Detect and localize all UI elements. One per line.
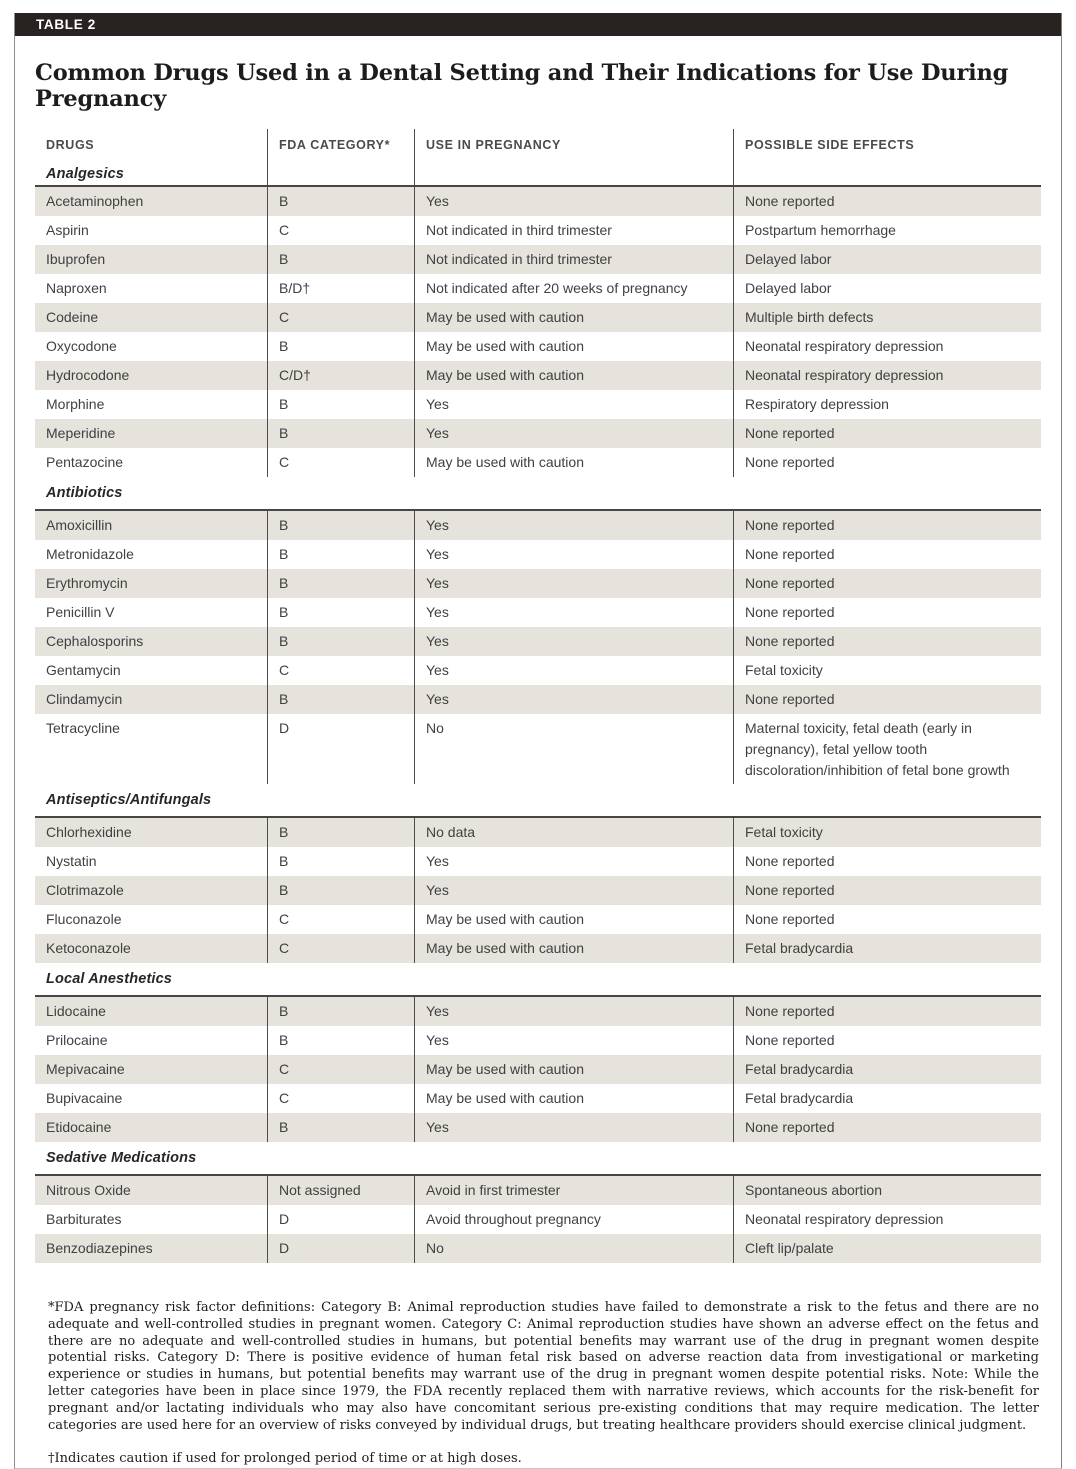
section-label-row <box>35 968 1041 989</box>
cell-use-in-pregnancy: Yes <box>414 511 733 540</box>
table-row <box>35 361 1041 390</box>
cell-drug: Etidocaine <box>46 1119 112 1135</box>
cell-side-effects: None reported <box>733 419 1040 448</box>
cell-drug: Benzodiazepines <box>46 1240 153 1256</box>
cell-use-in-pregnancy: May be used with caution <box>414 1055 733 1084</box>
table-row <box>35 569 1041 598</box>
cell-drug: Metronidazole <box>46 546 134 562</box>
cell-fda-category: B <box>267 1026 414 1055</box>
section-block <box>35 509 1041 784</box>
section-label: Analgesics <box>46 166 125 182</box>
cell-use-in-pregnancy: Not indicated in third trimester <box>414 216 733 245</box>
cell-fda-category: B <box>267 818 414 847</box>
dagger-note: †Indicates caution if used for prolonged period of time or at high doses. <box>48 1451 522 1467</box>
cell-fda-category: B <box>267 187 414 216</box>
cell-fda-category: B/D† <box>267 274 414 303</box>
table-row <box>35 216 1041 245</box>
cell-side-effects: Spontaneous abortion <box>733 1176 1040 1205</box>
cell-drug: Bupivacaine <box>46 1090 123 1106</box>
cell-side-effects: Fetal toxicity <box>733 818 1040 847</box>
cell-side-effects: None reported <box>733 598 1040 627</box>
table-row <box>35 390 1041 419</box>
section-block <box>35 816 1041 963</box>
cell-use-in-pregnancy: Yes <box>414 876 733 905</box>
cell-drug: Erythromycin <box>46 575 128 591</box>
cell-use-in-pregnancy: Yes <box>414 419 733 448</box>
cell-drug: Fluconazole <box>46 911 122 927</box>
cell-side-effects: Cleft lip/palate <box>733 1234 1040 1263</box>
cell-drug: Aspirin <box>46 222 89 238</box>
cell-use-in-pregnancy: May be used with caution <box>414 361 733 390</box>
cell-fda-category: C <box>267 303 414 332</box>
table-row <box>35 1234 1041 1263</box>
cell-fda-category: B <box>267 511 414 540</box>
cell-use-in-pregnancy: Yes <box>414 598 733 627</box>
section-label: Sedative Medications <box>46 1149 197 1166</box>
table-row <box>35 1176 1041 1205</box>
cell-side-effects: Fetal toxicity <box>733 656 1040 685</box>
table-row <box>35 511 1041 540</box>
section-label: Local Anesthetics <box>46 970 173 987</box>
table-row <box>35 627 1041 656</box>
cell-drug: Gentamycin <box>46 662 121 678</box>
table-row <box>35 187 1041 216</box>
cell-use-in-pregnancy: No <box>414 1234 733 1263</box>
first-section-label-band <box>35 163 267 185</box>
cell-side-effects: Neonatal respiratory depression <box>733 361 1040 390</box>
cell-drug: Morphine <box>46 396 105 412</box>
section-label: Antiseptics/Antifungals <box>46 791 212 808</box>
cell-drug: Pentazocine <box>46 454 124 470</box>
cell-fda-category: D <box>267 714 414 784</box>
cell-side-effects: None reported <box>733 540 1040 569</box>
cell-side-effects: Neonatal respiratory depression <box>733 1205 1040 1234</box>
cell-side-effects: Postpartum hemorrhage <box>733 216 1040 245</box>
cell-drug: Nitrous Oxide <box>46 1182 131 1198</box>
cell-use-in-pregnancy: Yes <box>414 656 733 685</box>
cell-drug: Clotrimazole <box>46 882 124 898</box>
table-row <box>35 685 1041 714</box>
cell-fda-category: B <box>267 332 414 361</box>
table-row <box>35 876 1041 905</box>
table-row <box>35 419 1041 448</box>
section-block <box>35 1174 1041 1263</box>
cell-fda-category: B <box>267 598 414 627</box>
cell-side-effects: None reported <box>733 448 1040 477</box>
cell-fda-category: C <box>267 656 414 685</box>
cell-side-effects: Respiratory depression <box>733 390 1040 419</box>
table-tag-bar <box>15 13 1061 36</box>
table-row <box>35 714 1041 784</box>
cell-use-in-pregnancy: Yes <box>414 1026 733 1055</box>
cell-fda-category: B <box>267 847 414 876</box>
header-band-spacer <box>267 163 414 185</box>
cell-side-effects: Delayed labor <box>733 274 1040 303</box>
cell-use-in-pregnancy: May be used with caution <box>414 1084 733 1113</box>
cell-side-effects: Delayed labor <box>733 245 1040 274</box>
column-header-drugs: DRUGS <box>46 138 95 152</box>
table-row <box>35 1205 1041 1234</box>
section-block <box>35 185 1041 477</box>
cell-use-in-pregnancy: May be used with caution <box>414 332 733 361</box>
cell-side-effects: None reported <box>733 1026 1040 1055</box>
cell-fda-category: B <box>267 540 414 569</box>
cell-side-effects: Multiple birth defects <box>733 303 1040 332</box>
cell-use-in-pregnancy: Avoid in first trimester <box>414 1176 733 1205</box>
cell-use-in-pregnancy: No data <box>414 818 733 847</box>
table-row <box>35 274 1041 303</box>
footnotes <box>35 1300 1041 1468</box>
cell-use-in-pregnancy: Yes <box>414 540 733 569</box>
cell-fda-category: C <box>267 1055 414 1084</box>
cell-fda-category: B <box>267 419 414 448</box>
cell-fda-category: B <box>267 390 414 419</box>
cell-drug: Naproxen <box>46 280 107 296</box>
cell-drug: Oxycodone <box>46 338 117 354</box>
cell-drug: Chlorhexidine <box>46 824 132 840</box>
cell-drug: Hydrocodone <box>46 367 130 383</box>
cell-use-in-pregnancy: Yes <box>414 685 733 714</box>
cell-side-effects: Neonatal respiratory depression <box>733 332 1040 361</box>
table-row <box>35 905 1041 934</box>
table-row <box>35 1026 1041 1055</box>
cell-side-effects: Maternal toxicity, fetal death (early in pregnancy), fetal yellow tooth discoloration/inhibition of fetal bone growth <box>733 714 1040 784</box>
cell-drug: Nystatin <box>46 853 97 869</box>
cell-use-in-pregnancy: Not indicated in third trimester <box>414 245 733 274</box>
cell-drug: Ketoconazole <box>46 940 131 956</box>
cell-use-in-pregnancy: No <box>414 714 733 784</box>
cell-drug: Penicillin V <box>46 604 115 620</box>
fda-definitions-note: *FDA pregnancy risk factor definitions: Category B: Animal reproduction studies have failed to demonstrate a risk to the fetus and there are no adequate and well-controlled studies in pregnant women. Category C: Animal reproduction studies have shown an adverse effect on the fetus and there are no adequate and well-controlled studies in humans, but potential benefits may warrant use of the drug in pregnant women despite potential risks. Category D: There is positive evidence of human fetal risk based on adverse reaction data from investigational or marketing experience or studies in humans, but potential benefits may warrant use of the drug in pregnant women despite potential risks. Note: While the letter categories have been in place since 1979, the FDA recently replaced them with narrative reviews, which accounts for the risk-benefit for pregnant and/or lactating individuals who may also have concomitant serious pre-existing conditions that may require medication. The letter categories are used here for an overview of risks conveyed by individual drugs, but treating healthcare providers should exercise clinical judgment. <box>48 1300 1039 1433</box>
table-row <box>35 656 1041 685</box>
cell-drug: Prilocaine <box>46 1032 108 1048</box>
cell-drug: Meperidine <box>46 425 116 441</box>
cell-use-in-pregnancy: Yes <box>414 847 733 876</box>
cell-use-in-pregnancy: May be used with caution <box>414 448 733 477</box>
section-block <box>35 995 1041 1142</box>
column-header-fda-category: FDA CATEGORY* <box>267 129 414 163</box>
cell-use-in-pregnancy: Yes <box>414 627 733 656</box>
section-label-row <box>35 789 1041 810</box>
table-sections <box>35 185 1041 1263</box>
cell-side-effects: Fetal bradycardia <box>733 1055 1040 1084</box>
cell-drug: Amoxicillin <box>46 517 113 533</box>
cell-use-in-pregnancy: May be used with caution <box>414 934 733 963</box>
section-label: Antibiotics <box>46 484 123 501</box>
cell-fda-category: B <box>267 1113 414 1142</box>
cell-side-effects: None reported <box>733 905 1040 934</box>
table-title: Common Drugs Used in a Dental Setting and Their Indications for Use During Pregnancy <box>35 60 1009 112</box>
cell-drug: Ibuprofen <box>46 251 106 267</box>
table-column-header <box>35 129 1041 185</box>
cell-fda-category: B <box>267 997 414 1026</box>
cell-side-effects: None reported <box>733 511 1040 540</box>
cell-fda-category: B <box>267 685 414 714</box>
cell-side-effects: None reported <box>733 997 1040 1026</box>
table-row <box>35 540 1041 569</box>
table-row <box>35 1084 1041 1113</box>
table-row <box>35 818 1041 847</box>
cell-side-effects: None reported <box>733 876 1040 905</box>
cell-side-effects: None reported <box>733 685 1040 714</box>
cell-drug: Lidocaine <box>46 1003 106 1019</box>
document-page <box>14 13 1062 1469</box>
header-band-spacer <box>414 163 733 185</box>
cell-fda-category: B <box>267 245 414 274</box>
cell-fda-category: C/D† <box>267 361 414 390</box>
cell-drug: Barbiturates <box>46 1211 122 1227</box>
table-tag-label: TABLE 2 <box>36 17 96 32</box>
table-content <box>15 60 1061 1468</box>
cell-side-effects: None reported <box>733 627 1040 656</box>
cell-use-in-pregnancy: Yes <box>414 187 733 216</box>
cell-fda-category: B <box>267 569 414 598</box>
cell-drug: Codeine <box>46 309 99 325</box>
table-row <box>35 934 1041 963</box>
header-band-spacer <box>733 163 1040 185</box>
cell-use-in-pregnancy: Not indicated after 20 weeks of pregnancy <box>414 274 733 303</box>
cell-use-in-pregnancy: May be used with caution <box>414 303 733 332</box>
cell-drug: Mepivacaine <box>46 1061 125 1077</box>
table-row <box>35 997 1041 1026</box>
cell-fda-category: C <box>267 905 414 934</box>
cell-fda-category: C <box>267 1084 414 1113</box>
cell-fda-category: D <box>267 1205 414 1234</box>
table-row <box>35 1055 1041 1084</box>
section-label-row <box>35 482 1041 503</box>
cell-use-in-pregnancy: Avoid throughout pregnancy <box>414 1205 733 1234</box>
cell-side-effects: None reported <box>733 847 1040 876</box>
cell-fda-category: B <box>267 876 414 905</box>
column-header-use-in-pregnancy: USE IN PREGNANCY <box>414 129 733 163</box>
cell-side-effects: Fetal bradycardia <box>733 934 1040 963</box>
column-header-side-effects: POSSIBLE SIDE EFFECTS <box>733 129 1040 163</box>
cell-side-effects: None reported <box>733 569 1040 598</box>
table-row <box>35 448 1041 477</box>
section-label-row <box>35 1147 1041 1168</box>
table-row <box>35 245 1041 274</box>
cell-fda-category: D <box>267 1234 414 1263</box>
cell-side-effects: None reported <box>733 187 1040 216</box>
cell-use-in-pregnancy: May be used with caution <box>414 905 733 934</box>
table-row <box>35 303 1041 332</box>
cell-side-effects: Fetal bradycardia <box>733 1084 1040 1113</box>
cell-use-in-pregnancy: Yes <box>414 569 733 598</box>
cell-fda-category: C <box>267 934 414 963</box>
cell-side-effects: None reported <box>733 1113 1040 1142</box>
table-row <box>35 332 1041 361</box>
cell-use-in-pregnancy: Yes <box>414 997 733 1026</box>
cell-use-in-pregnancy: Yes <box>414 390 733 419</box>
cell-use-in-pregnancy: Yes <box>414 1113 733 1142</box>
cell-fda-category: Not assigned <box>267 1176 414 1205</box>
table-row <box>35 847 1041 876</box>
cell-fda-category: B <box>267 627 414 656</box>
table-row <box>35 1113 1041 1142</box>
cell-drug: Tetracycline <box>46 720 120 736</box>
table-row <box>35 598 1041 627</box>
cell-fda-category: C <box>267 448 414 477</box>
cell-drug: Acetaminophen <box>46 193 144 209</box>
cell-fda-category: C <box>267 216 414 245</box>
cell-drug: Cephalosporins <box>46 633 144 649</box>
cell-drug: Clindamycin <box>46 691 123 707</box>
